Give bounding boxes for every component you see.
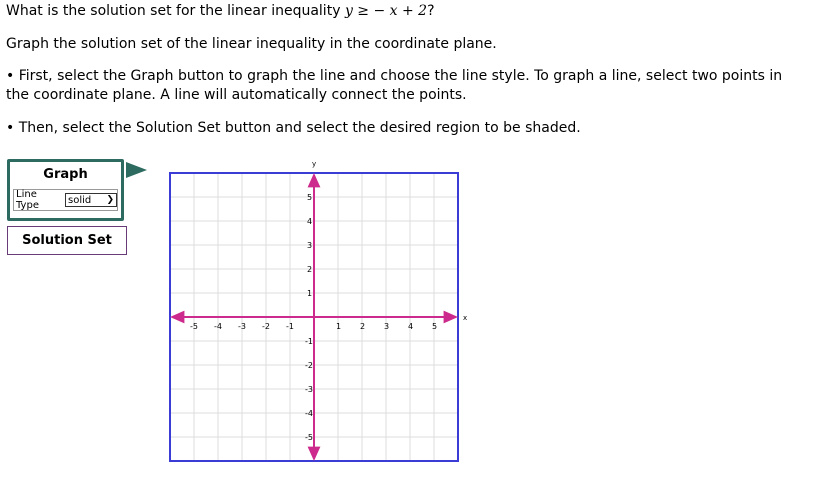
y-axis-up-arrow-icon <box>308 173 321 187</box>
y-tick-label: -1 <box>305 337 313 346</box>
x-tick-label: -3 <box>238 322 246 331</box>
instruction-bullet-solution-set: • Then, select the Solution Set button and select the desired region to be shaded. <box>6 120 581 136</box>
x-tick-label: -2 <box>262 322 270 331</box>
chevron-down-icon: ❯ <box>106 195 114 205</box>
question-prefix: What is the solution set for the linear inequality <box>6 3 345 19</box>
x-tick-label: 2 <box>360 322 366 331</box>
y-tick-label: 4 <box>307 217 313 226</box>
question-text <box>6 2 435 21</box>
question-suffix: ? <box>427 3 435 19</box>
y-tick-label: -4 <box>305 409 313 418</box>
y-tick-label: 5 <box>307 193 313 202</box>
graph-tool-panel <box>7 159 124 221</box>
line-type-value: solid <box>68 194 92 206</box>
graph-button[interactable]: Graph <box>43 167 88 182</box>
x-tick-label: 5 <box>432 322 438 331</box>
y-tick-label: -3 <box>305 385 313 394</box>
x-axis-left-arrow-icon <box>170 311 184 324</box>
x-tick-label: 1 <box>336 322 342 331</box>
x-axis-right-arrow-icon <box>444 311 458 324</box>
inequality-expression: y ≥ − x + 2 <box>344 3 428 19</box>
instruction-text: Graph the solution set of the linear inequality in the coordinate plane. <box>6 36 497 52</box>
y-tick-label: 3 <box>307 241 313 250</box>
x-axis-label: x <box>463 314 468 322</box>
line-type-select[interactable] <box>65 193 117 207</box>
x-tick-label: 4 <box>408 322 414 331</box>
active-tool-arrow-icon <box>126 162 147 178</box>
x-tick-label: -1 <box>286 322 294 331</box>
y-axis-label: y <box>312 160 317 168</box>
y-tick-label: 1 <box>307 289 313 298</box>
x-tick-label: -5 <box>190 322 198 331</box>
x-tick-label: -4 <box>214 322 222 331</box>
line-type-label: Line Type <box>16 189 39 211</box>
solution-set-button[interactable]: Solution Set <box>7 226 127 255</box>
y-tick-label: -5 <box>305 433 313 442</box>
y-axis-down-arrow-icon <box>308 447 321 461</box>
x-tick-label: 3 <box>384 322 390 331</box>
y-tick-label: 2 <box>307 265 313 274</box>
coordinate-plane[interactable] <box>168 158 468 468</box>
y-tick-label: -2 <box>305 361 313 370</box>
instruction-bullet-graph: • First, select the Graph button to graph the line and choose the line style. To graph a line, select two points in the coordinate plane. A line will automatically connect the points. <box>6 68 783 103</box>
line-type-control <box>13 189 118 211</box>
